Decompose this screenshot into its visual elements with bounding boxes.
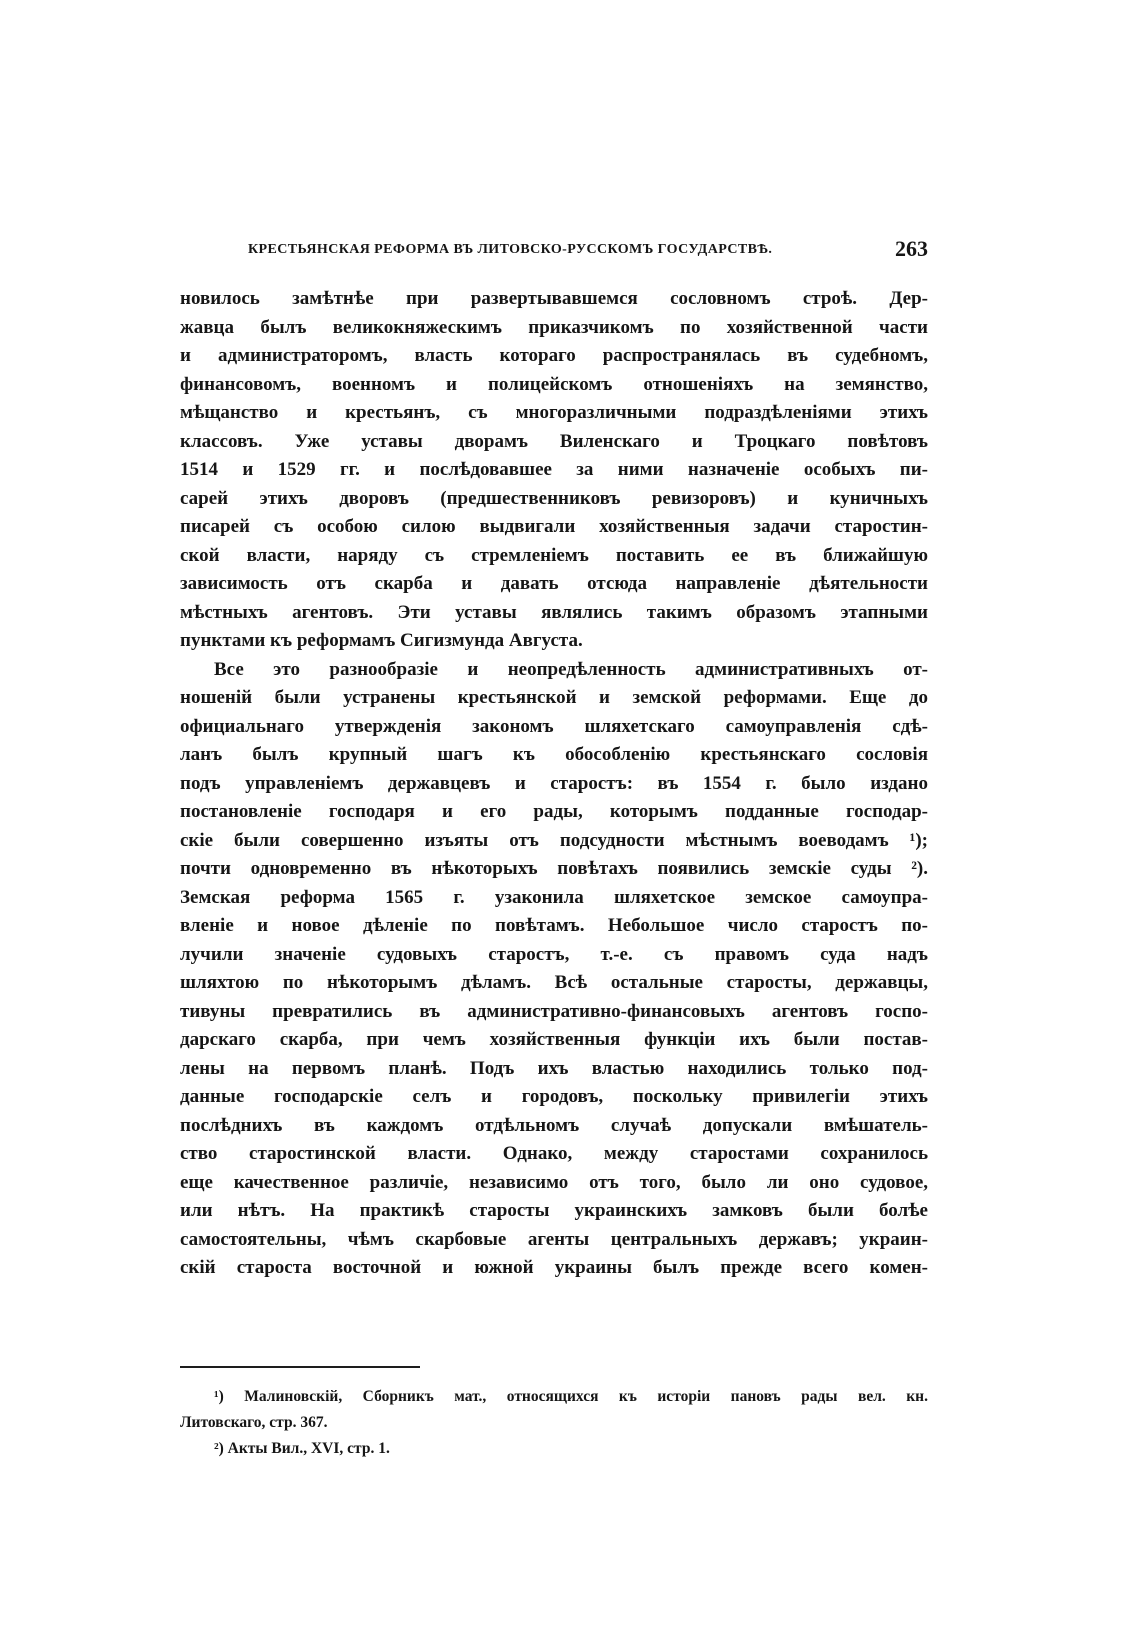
paragraph (180, 656, 928, 1283)
text-line: послѣднихъ въ каждомъ отдѣльномъ случаѣ допускали вмѣшатель- (180, 1114, 928, 1136)
text-line: зависимость отъ скарба и давать отсюда направленіе дѣятельности (180, 573, 928, 594)
text-line: Земская реформа 1565 г. узаконила шляхетское земское самоупра- (180, 886, 928, 908)
text-line: подъ управленіемъ державцевъ и старостъ: въ 1554 г. было издано (180, 772, 928, 794)
text-line: официальнаго утвержденія закономъ шляхетскаго самоуправленія сдѣ- (180, 715, 928, 737)
running-head: КРЕСТЬЯНСКАЯ РЕФОРМА ВЪ ЛИТОВСКО-РУССКОМЪ ГОСУДАРСТВѢ. (248, 242, 773, 257)
text-line: почти одновременно въ нѣкоторыхъ повѣтахъ появились земскіе суды ²). (180, 858, 928, 879)
text-line: постановленіе господаря и его рады, которымъ подданные господар- (180, 801, 928, 822)
text-line: ношеній были устранены крестьянской и земской реформами. Еще до (180, 687, 928, 708)
text-line: и администраторомъ, власть котораго распространялась въ судебномъ, (180, 345, 928, 366)
text-line: лены на первомъ планѣ. Подъ ихъ властью находились только под- (180, 1057, 928, 1079)
text-line: Все это разнообразіе и неопредѣленность административныхъ от- (214, 658, 928, 680)
text-line: шляхтою по нѣкоторымъ дѣламъ. Всѣ остальные старосты, державцы, (180, 972, 928, 993)
footnote-line: ¹) Малиновскій, Сборникъ мат., относящихся къ исторіи пановъ рады вел. кн. (214, 1388, 928, 1405)
footnote-2 (180, 1436, 928, 1462)
text-line: мѣщанство и крестьянъ, съ многоразличными подраздѣленіями этихъ (180, 402, 928, 423)
text-line: скій староста восточной и южной украины былъ прежде всего комен- (180, 1257, 928, 1278)
text-line: ской власти, наряду съ стремленіемъ поставить ее въ ближайшую (180, 544, 928, 566)
text-line: самостоятельны, чѣмъ скарбовые агенты центральныхъ державъ; украин- (180, 1228, 928, 1250)
text-line: сарей этихъ дворовъ (предшественниковъ ревизоровъ) и куничныхъ (180, 487, 928, 509)
text-line: классовъ. Уже уставы дворамъ Виленскаго и Троцкаго повѣтовъ (180, 430, 928, 452)
text-line: дарскаго скарба, при чемъ хозяйственныя функціи ихъ были постав- (180, 1029, 928, 1050)
text-line: лучили значеніе судовыхъ старостъ, т.-е. съ правомъ суда надъ (180, 943, 928, 965)
footnote-separator (180, 1366, 420, 1368)
text-line: ланъ былъ крупный шагъ къ обособленію крестьянскаго сословія (180, 744, 928, 765)
text-line: тивуны превратились въ административно-финансовыхъ агентовъ госпо- (180, 1000, 928, 1022)
text-line: или нѣтъ. На практикѣ старосты украинскихъ замковъ были болѣе (180, 1200, 928, 1221)
text-line: жавца былъ великокняжескимъ приказчикомъ по хозяйственной части (180, 316, 928, 338)
text-line: пунктами къ реформамъ Сигизмунда Августа. (180, 630, 583, 651)
text-line: 1514 и 1529 гг. и послѣдовавшее за ними назначеніе особыхъ пи- (180, 459, 928, 480)
footnotes (180, 1384, 928, 1462)
text-line: мѣстныхъ агентовъ. Эти уставы являлись такимъ образомъ этапными (180, 601, 928, 623)
text-line: финансовомъ, военномъ и полицейскомъ отношеніяхъ на земянство, (180, 373, 928, 395)
text-line: данные господарскіе селъ и городовъ, поскольку привилегіи этихъ (180, 1086, 928, 1107)
paragraph (180, 285, 928, 656)
text-line: вленіе и новое дѣленіе по повѣтамъ. Небольшое число старостъ по- (180, 915, 928, 936)
footnote-line: ²) Акты Вил., XVI, стр. 1. (214, 1440, 390, 1457)
text-line: писарей съ особою силою выдвигали хозяйственныя задачи старостин- (180, 516, 928, 537)
footnote-line: Литовскаго, стр. 367. (180, 1414, 328, 1431)
text-line: ство старостинской власти. Однако, между старостами сохранилось (180, 1143, 928, 1164)
text-line: еще качественное различіе, независимо отъ того, было ли оно судовое, (180, 1171, 928, 1193)
text-line: скіе были совершенно изъяты отъ подсудности мѣстнымъ воеводамъ ¹); (180, 829, 928, 851)
body-text (180, 285, 928, 1283)
text-line: новилось замѣтнѣе при развертывавшемся сословномъ строѣ. Дер- (180, 288, 928, 309)
page-header (248, 236, 928, 268)
page-number: 263 (895, 236, 928, 261)
footnote-1 (180, 1384, 928, 1436)
